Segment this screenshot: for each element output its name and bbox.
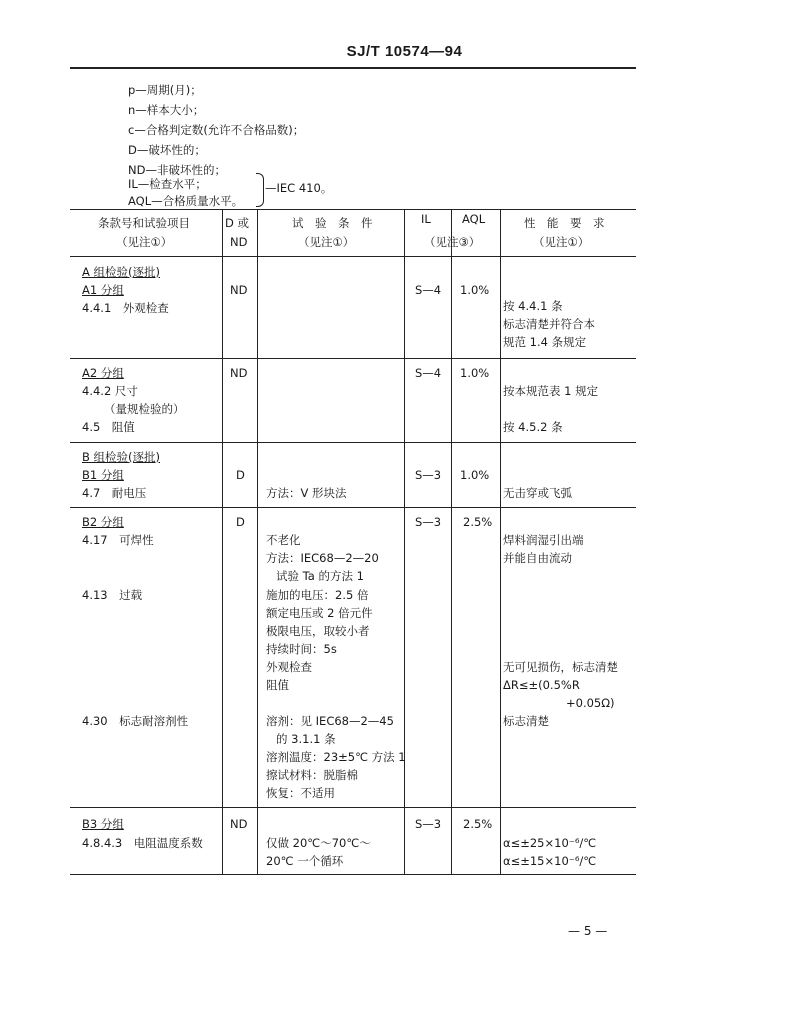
- b2-cond: 阻值: [266, 678, 289, 692]
- a1-req-3: 规范 1.4 条规定: [503, 335, 587, 349]
- a2-il: S—4: [415, 366, 442, 380]
- b3-aql: 2.5%: [463, 817, 493, 831]
- b3-req: α≤±15×10⁻⁶/℃: [503, 854, 597, 868]
- subgroup-a1-title: A1 分组: [82, 283, 124, 297]
- subgroup-b2-title: B2 分组: [82, 515, 124, 529]
- b2-cond: 施加的电压：2.5 倍: [266, 588, 369, 602]
- a1-il: S—4: [415, 283, 442, 297]
- col-header-conditions: 试 验 条 件: [292, 216, 373, 230]
- col-header-il-aql-note: （见注③）: [424, 235, 481, 249]
- a2-dnd: ND: [230, 366, 248, 380]
- header-rule: [70, 67, 636, 69]
- b2-cond: 恢复：不适用: [266, 786, 335, 800]
- table-row-rule: [70, 807, 636, 808]
- page-number: — 5 —: [568, 924, 608, 938]
- a2-aql: 1.0%: [460, 366, 490, 380]
- col-header-item: 条款号和试验项目: [98, 216, 190, 230]
- note-sample-size: n—样本大小；: [128, 103, 205, 117]
- table-col-divider: [500, 209, 501, 874]
- table-row-rule: [70, 507, 636, 508]
- a2-item-size: 4.4.2 尺寸: [82, 384, 138, 398]
- b2-req: ΔR≤±(0.5%R: [503, 678, 580, 692]
- b3-cond: 仅做 20℃～70℃～: [266, 836, 371, 850]
- col-header-requirements: 性 能 要 求: [524, 216, 605, 230]
- a1-req-1: 按 4.4.1 条: [503, 299, 563, 313]
- b2-item-overload: 4.13 过载: [82, 588, 143, 602]
- b1-il: S—3: [415, 468, 442, 482]
- b2-cond: 不老化: [266, 533, 301, 547]
- note-non-destructive: ND—非破坏性的；: [128, 163, 226, 177]
- b2-item-solvent: 4.30 标志耐溶剂性: [82, 714, 189, 728]
- subgroup-b3-title: B3 分组: [82, 817, 124, 831]
- b2-cond: 的 3.1.1 条: [276, 732, 336, 746]
- b2-req: 焊料润湿引出端: [503, 533, 584, 547]
- table-bottom-rule: [70, 874, 636, 875]
- b3-req: α≤±25×10⁻⁶/℃: [503, 836, 597, 850]
- col-header-aql: AQL: [462, 212, 486, 226]
- b3-dnd: ND: [230, 817, 248, 831]
- col-header-conditions-note: （见注①）: [298, 235, 355, 249]
- group-b-title: B 组检验(逐批): [82, 450, 161, 464]
- note-period: p—周期(月)；: [128, 83, 202, 97]
- b2-cond: 极限电压，取较小者: [266, 624, 370, 638]
- col-header-il: IL: [421, 212, 431, 226]
- col-header-requirements-note: （见注①）: [533, 235, 590, 249]
- b1-dnd: D: [236, 468, 245, 482]
- b2-req: 标志清楚: [503, 714, 549, 728]
- a2-req-1: 按本规范表 1 规定: [503, 384, 599, 398]
- note-acceptance-number: c—合格判定数(允许不合格品数)；: [128, 123, 305, 137]
- b2-cond: 擦试材料：脱脂棉: [266, 768, 358, 782]
- b1-item: 4.7 耐电压: [82, 486, 147, 500]
- col-header-dnd: D 或: [225, 216, 250, 230]
- col-header-item-note: （见注①）: [116, 235, 173, 249]
- col-header-dnd-2: ND: [230, 235, 248, 249]
- a2-req-2: 按 4.5.2 条: [503, 420, 563, 434]
- b3-il: S—3: [415, 817, 442, 831]
- notes-brace: [256, 173, 264, 207]
- a2-item-gauge: （量规检验的）: [104, 402, 185, 416]
- subgroup-b1-title: B1 分组: [82, 468, 124, 482]
- a1-req-2: 标志清楚并符合本: [503, 317, 595, 331]
- b2-req: 无可见损伤，标志清楚: [503, 660, 618, 674]
- note-iec-reference: —IEC 410。: [265, 181, 333, 195]
- a1-aql: 1.0%: [460, 283, 490, 297]
- b2-cond: 外观检查: [266, 660, 312, 674]
- table-row-rule: [70, 442, 636, 443]
- b2-req: +0.05Ω): [566, 696, 615, 710]
- b2-cond: 额定电压或 2 倍元件: [266, 606, 373, 620]
- a2-item-resistance: 4.5 阻值: [82, 420, 135, 434]
- table-col-divider: [451, 209, 452, 874]
- note-aql: AQL—合格质量水平。: [128, 194, 244, 208]
- subgroup-a2-title: A2 分组: [82, 366, 124, 380]
- b2-cond: 溶剂：见 IEC68—2—45: [266, 714, 394, 728]
- b3-cond: 20℃ 一个循环: [266, 854, 344, 868]
- b2-dnd: D: [236, 515, 245, 529]
- table-col-divider: [404, 209, 405, 874]
- note-destructive: D—破坏性的；: [128, 143, 206, 157]
- b2-item-solderability: 4.17 可焊性: [82, 533, 154, 547]
- b2-aql: 2.5%: [463, 515, 493, 529]
- table-col-divider: [257, 209, 258, 874]
- b1-condition: 方法：V 形块法: [266, 486, 347, 500]
- b2-cond: 试验 Ta 的方法 1: [276, 569, 364, 583]
- b1-aql: 1.0%: [460, 468, 490, 482]
- table-col-divider: [222, 209, 223, 874]
- document-number: SJ/T 10574—94: [346, 43, 463, 60]
- b2-cond: 持续时间：5s: [266, 642, 337, 656]
- b2-cond: 溶剂温度：23±5℃ 方法 1: [266, 750, 406, 764]
- b2-cond: 方法：IEC68—2—20: [266, 551, 379, 565]
- b2-il: S—3: [415, 515, 442, 529]
- table-header-rule: [70, 256, 636, 257]
- a1-dnd: ND: [230, 283, 248, 297]
- b3-item: 4.8.4.3 电阻温度系数: [82, 836, 203, 850]
- table-row-rule: [70, 358, 636, 359]
- b2-req: 并能自由流动: [503, 551, 572, 565]
- table-top-rule: [70, 209, 636, 210]
- b1-req: 无击穿或飞弧: [503, 486, 572, 500]
- group-a-title: A 组检验(逐批): [82, 265, 160, 279]
- note-inspection-level: IL—检查水平；: [128, 177, 207, 191]
- a1-item: 4.4.1 外观检查: [82, 301, 169, 315]
